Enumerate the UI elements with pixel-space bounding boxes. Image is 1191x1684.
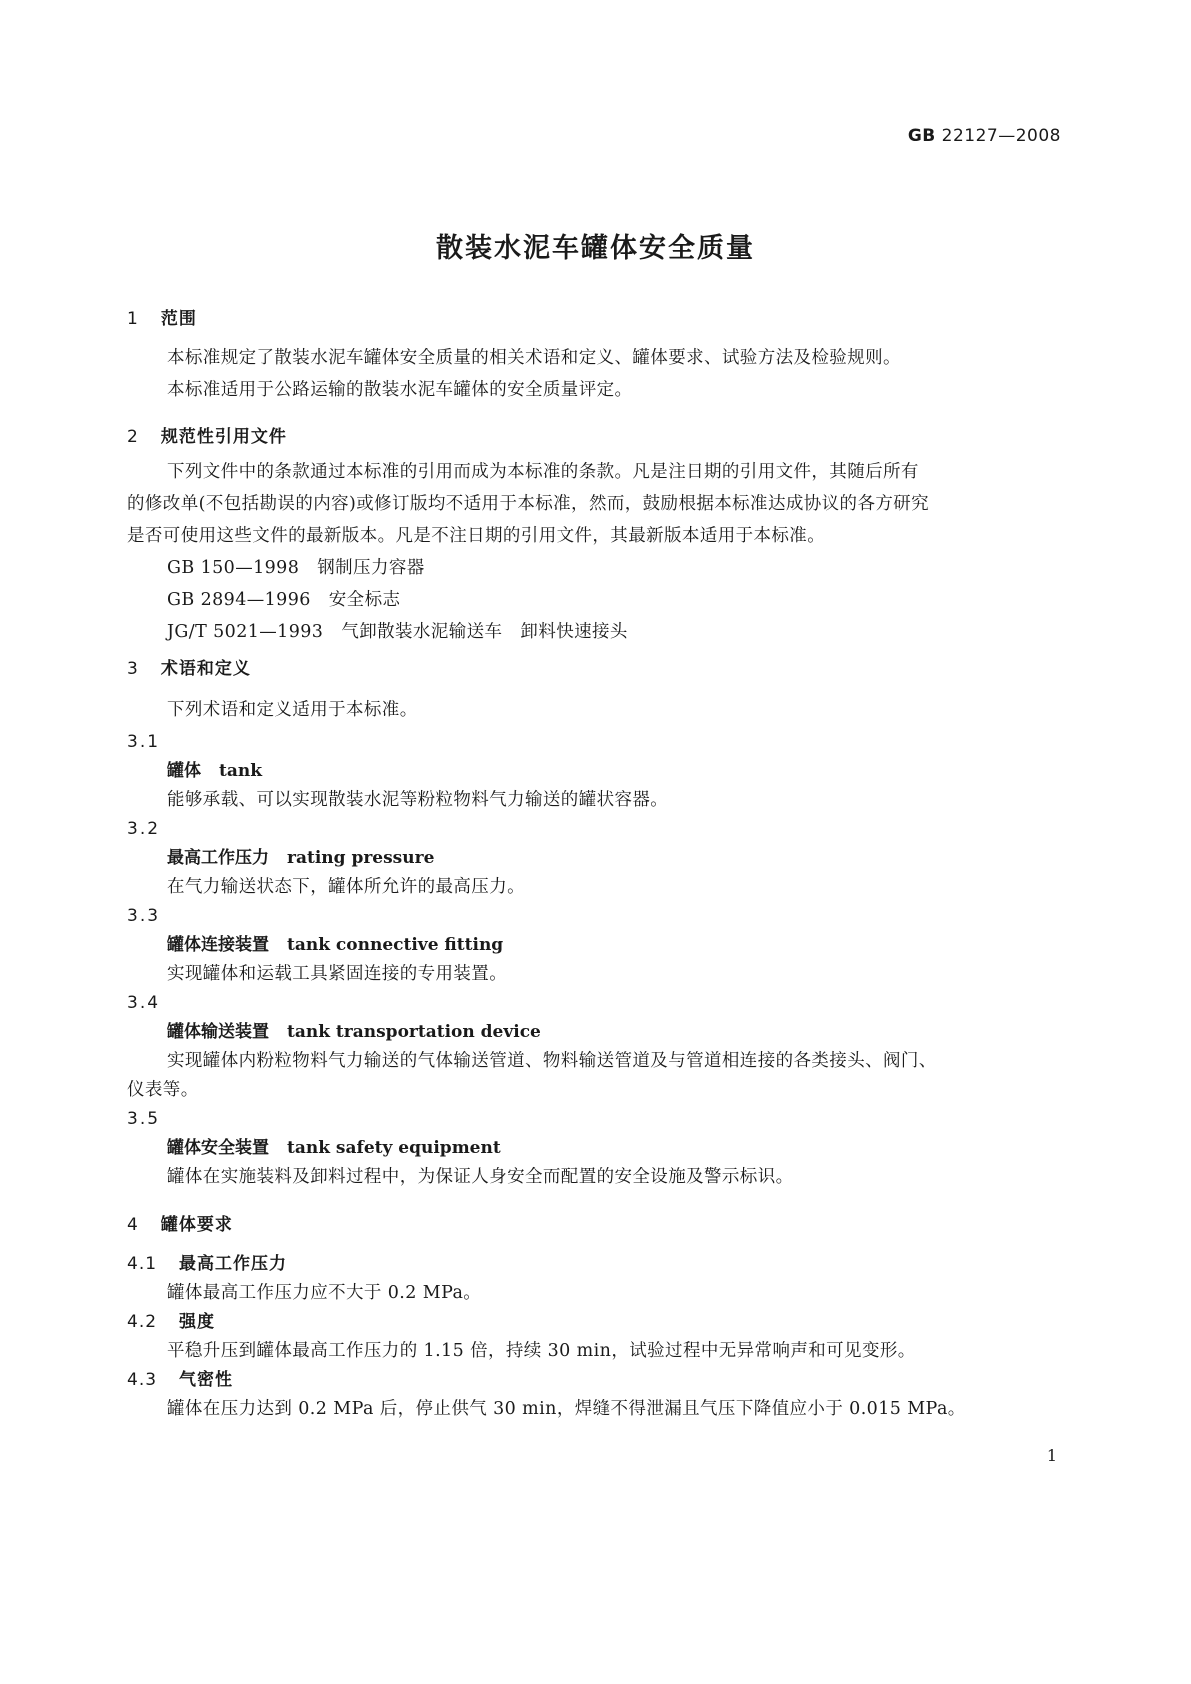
term-entry [127,728,1067,815]
reference-item [127,552,1067,584]
term-en: tank transportation device [287,1022,541,1042]
section-number: 4 [127,1215,139,1235]
term-number: 3.5 [127,1109,161,1129]
section-1-heading [127,304,197,329]
term-number: 3.2 [127,819,161,839]
section-title: 术语和定义 [160,659,251,679]
section-title: 罐体要求 [160,1215,233,1235]
standard-prefix: GB [907,126,936,146]
reference-title: 气卸散装水泥输送车 [341,622,503,642]
term-entry [127,815,1067,902]
reference-title: 安全标志 [328,590,401,610]
reference-code: JG/T 5021—1993 [167,622,324,642]
requirement-heading [127,1250,1067,1279]
requirement-number: 4.2 [127,1312,158,1332]
term-number: 3.4 [127,993,161,1013]
requirement-text: 平稳升压到罐体最高工作压力的 1.15 倍，持续 30 min，试验过程中无异常响声和可见变形。 [167,1341,916,1361]
requirement-title: 强度 [179,1312,216,1332]
term-en: tank safety equipment [287,1138,501,1158]
term-name [127,1134,1067,1163]
term-definition: 实现罐体内粉粒物料气力输送的气体输送管道、物料输送管道及与管道相连接的各类接头、阀门、 [167,1051,937,1071]
term-entry [127,902,1067,989]
reference-item [127,616,1067,648]
requirement-heading [127,1366,1067,1395]
section-4-heading [127,1210,233,1235]
section-1-body [127,342,901,406]
term-cn: 罐体安全装置 [167,1138,269,1158]
term-definition: 罐体在实施装料及卸料过程中，为保证人身安全而配置的安全设施及警示标识。 [167,1167,794,1187]
term-name [127,931,1067,960]
standard-code [908,126,1061,146]
term-definition-continued: 仪表等。 [127,1080,199,1100]
reference-code: GB 2894—1996 [167,590,311,610]
requirement-title: 最高工作压力 [179,1254,288,1274]
reference-title: 钢制压力容器 [317,558,425,578]
term-name [127,844,1067,873]
reference-subtitle: 卸料快速接头 [520,622,628,642]
requirement-number: 4.3 [127,1370,158,1390]
term-definition: 能够承载、可以实现散装水泥等粉粒物料气力输送的罐状容器。 [167,790,669,810]
requirement-title: 气密性 [179,1370,234,1390]
document-title: 散装水泥车罐体安全质量 [436,233,755,264]
section-2-body [127,456,1067,648]
section-title: 规范性引用文件 [160,427,287,447]
requirement-heading [127,1308,1067,1337]
page-number: 1 [1046,1446,1057,1465]
requirement-entry [127,1308,1067,1366]
paragraph: 本标准适用于公路运输的散装水泥车罐体的安全质量评定。 [167,380,633,400]
section-3-heading [127,654,251,679]
term-cn: 罐体输送装置 [167,1022,269,1042]
section-number: 1 [127,309,139,329]
term-entry [127,1105,1067,1192]
requirement-number: 4.1 [127,1254,158,1274]
term-en: tank [219,761,263,781]
term-name [127,757,1067,786]
paragraph-line: 的修改单(不包括勘误的内容)或修订版均不适用于本标准，然而，鼓励根据本标准达成协议的各方研究 [127,494,930,514]
term-name [127,1018,1067,1047]
section-number: 2 [127,427,139,447]
section-3-intro: 下列术语和定义适用于本标准。 [167,700,418,720]
reference-code: GB 150—1998 [167,558,300,578]
requirement-text: 罐体最高工作压力应不大于 0.2 MPa。 [167,1283,482,1303]
term-en: rating pressure [287,848,435,868]
section-2-heading [127,422,287,447]
requirement-entry [127,1366,1067,1424]
term-number: 3.3 [127,906,161,926]
paragraph-line: 是否可使用这些文件的最新版本。凡是不注日期的引用文件，其最新版本适用于本标准。 [127,526,826,546]
term-entry [127,989,1067,1105]
reference-item [127,584,1067,616]
paragraph: 本标准规定了散装水泥车罐体安全质量的相关术语和定义、罐体要求、试验方法及检验规则。 [167,348,901,368]
section-title: 范围 [160,309,197,329]
section-number: 3 [127,659,139,679]
term-cn: 罐体连接装置 [167,935,269,955]
requirement-entry [127,1250,1067,1308]
term-definition: 在气力输送状态下，罐体所允许的最高压力。 [167,877,525,897]
requirements-list [127,1250,1067,1424]
term-number: 3.1 [127,732,161,752]
requirement-text: 罐体在压力达到 0.2 MPa 后，停止供气 30 min，焊缝不得泄漏且气压下降值应小于 0.015 MPa。 [167,1399,966,1419]
term-en: tank connective fitting [287,935,504,955]
terms-list [127,728,1067,1192]
term-cn: 罐体 [167,761,201,781]
term-cn: 最高工作压力 [167,848,269,868]
standard-number: 22127—2008 [941,126,1061,146]
term-definition: 实现罐体和运载工具紧固连接的专用装置。 [167,964,508,984]
paragraph-line: 下列文件中的条款通过本标准的引用而成为本标准的条款。凡是注日期的引用文件，其随后所有 [167,462,919,482]
